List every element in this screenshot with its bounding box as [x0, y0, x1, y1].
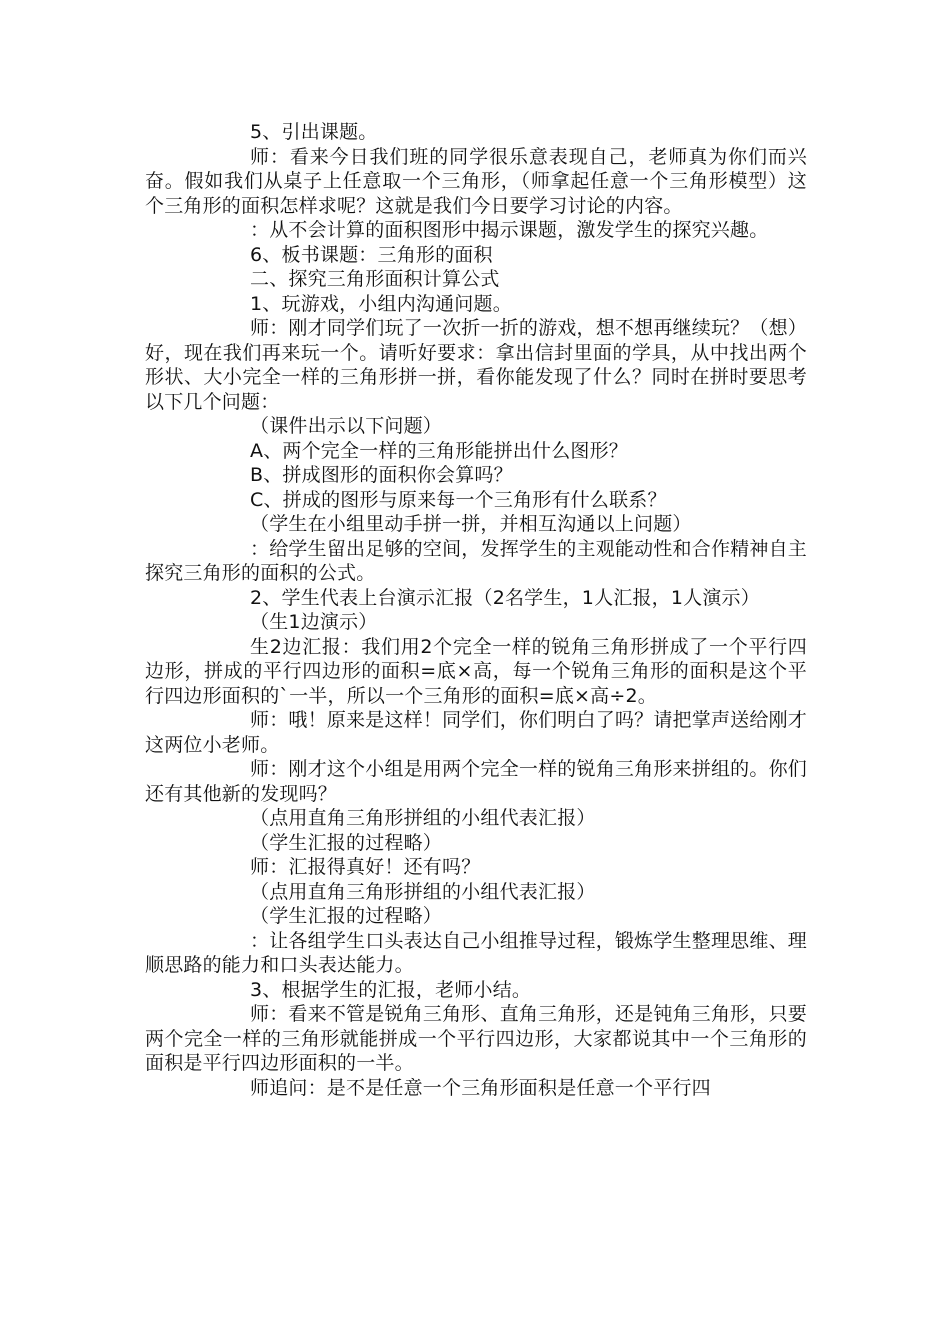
design-note: ：给学生留出足够的空间，发挥学生的主观能动性和合作精神自主探究三角形的面积的公式。: [145, 537, 807, 584]
question-a: A、两个完全一样的三角形能拼出什么图形？: [250, 439, 628, 462]
student-report-paragraph: 生2边汇报：我们用2个完全一样的锐角三角形拼成了一个平行四边形，拼成的平行四边形的面积=底×高，每一个锐角三角形的面积是这个平行四边形面积的`一半，所以一个三角形的面积=底×高÷2。: [145, 635, 807, 707]
teacher-paragraph: 师：刚才同学们玩了一次折一折的游戏，想不想再继续玩？（想）好，现在我们再来玩一个。请听好要求：拿出信封里面的学具，从中找出两个形状、大小完全一样的三角形拼一拼，看你能发现了什么？同时在拼时要思考以下几个问题：: [145, 317, 807, 413]
student-activity-note: （学生在小组里动手拼一拼，并相互沟通以上问题）: [250, 513, 692, 535]
group-report-note: （点用直角三角形拼组的小组代表汇报）: [250, 880, 596, 903]
heading-step-3: 3、根据学生的汇报，老师小结。: [250, 978, 532, 1001]
heading-step-5: 5、引出课题。: [250, 121, 378, 143]
heading-step-2: 2、学生代表上台演示汇报（2名学生，1人汇报，1人演示）: [250, 586, 760, 609]
question-c: C、拼成的图形与原来每一个三角形有什么联系？: [250, 488, 667, 511]
report-omitted-note: （学生汇报的过程略）: [250, 831, 443, 854]
heading-step-1: 1、玩游戏，小组内沟通问题。: [250, 292, 512, 315]
design-note: ：从不会计算的面积图形中揭示课题，激发学生的探究兴趣。: [250, 219, 769, 241]
teacher-paragraph: 师：刚才这个小组是用两个完全一样的锐角三角形来拼组的。你们还有其他新的发现吗？: [145, 758, 807, 805]
question-b: B、拼成图形的面积你会算吗？: [250, 464, 513, 486]
teacher-paragraph: 师：汇报得真好！还有吗？: [250, 856, 481, 878]
teacher-paragraph: 师：看来不管是锐角三角形、直角三角形，还是钝角三角形，只要两个完全一样的三角形就能拼成一个平行四边形，大家都说其中一个三角形的面积是平行四边形面积的一半。: [145, 1003, 807, 1074]
report-omitted-note: （学生汇报的过程略）: [250, 905, 443, 927]
teacher-question-paragraph: 师追问：是不是任意一个三角形面积是任意一个平行四: [250, 1076, 711, 1099]
student-demo-note: （生1边演示）: [250, 611, 378, 633]
design-note: ：让各组学生口头表达自己小组推导过程，锻炼学生整理思维、理顺思路的能力和口头表达能力。: [145, 929, 807, 976]
document-body: [145, 120, 807, 1100]
courseware-note: （课件出示以下问题）: [250, 415, 443, 437]
teacher-paragraph: 师：看来今日我们班的同学很乐意表现自己，老师真为你们而兴奋。假如我们从桌子上任意取一个三角形，（师拿起任意一个三角形模型）这个三角形的面积怎样求呢？这就是我们今日要学习讨论的内容。: [145, 145, 807, 217]
section-heading: 二、探究三角形面积计算公式: [250, 268, 500, 290]
teacher-paragraph: 师：哦！原来是这样！同学们，你们明白了吗？请把掌声送给刚才这两位小老师。: [145, 709, 807, 756]
heading-step-6: 6、板书课题：三角形的面积: [250, 243, 493, 266]
group-report-note: （点用直角三角形拼组的小组代表汇报）: [250, 807, 596, 829]
